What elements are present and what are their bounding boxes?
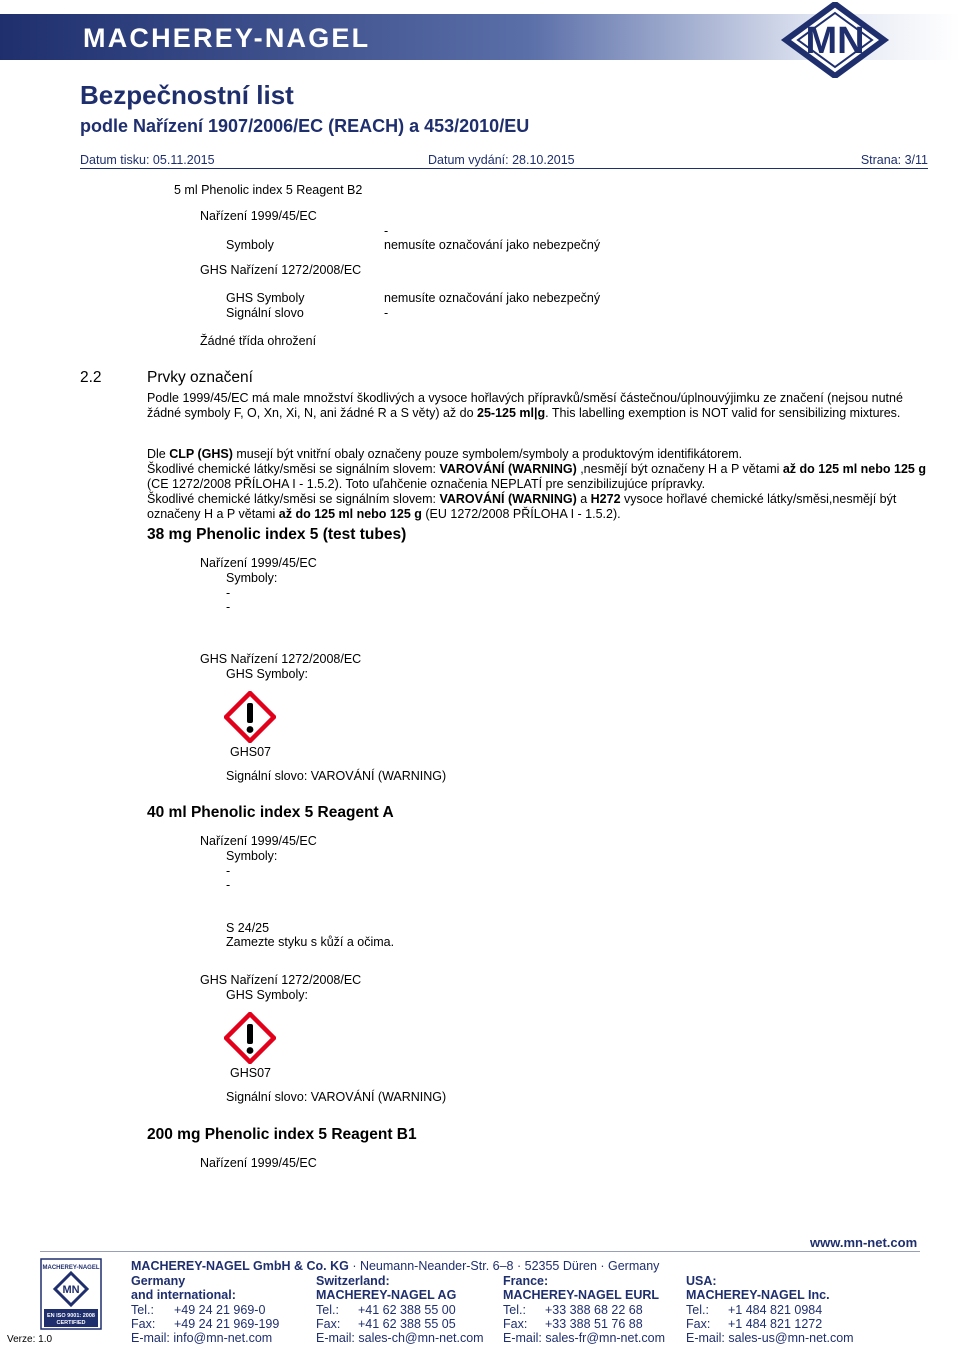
cert-brand-text: MACHEREY-NAGEL xyxy=(42,1265,100,1271)
reagent-a-pictogram-code: GHS07 xyxy=(230,1066,271,1080)
exemption-paragraph xyxy=(147,391,932,421)
tel-number: +49 24 21 969-0 xyxy=(174,1302,266,1317)
email-address: E-mail: sales-ch@mn-net.com xyxy=(316,1331,484,1346)
reagent-a-s-text: Zamezte styku s kůží a očima. xyxy=(226,935,395,949)
company-name: MACHEREY-NAGEL GmbH & Co. KG xyxy=(131,1259,349,1273)
reagent-a-title: 40 ml Phenolic index 5 Reagent A xyxy=(147,804,394,821)
tel-number: +1 484 821 0984 xyxy=(728,1302,823,1317)
text-span: (EU 1272/2008 PŘÍLOHA I - 1.5.2). xyxy=(421,507,621,521)
text-span: až do 125 ml nebo 125 g xyxy=(782,462,926,476)
footer-heading: MACHEREY-NAGEL AG xyxy=(316,1288,457,1303)
email-address: E-mail: sales-fr@mn-net.com xyxy=(503,1331,666,1346)
iso-certificate-badge xyxy=(40,1258,102,1330)
tubes-ghs-symbols-label: GHS Symboly: xyxy=(226,667,308,681)
date-bar xyxy=(80,153,928,167)
footer-heading: and international: xyxy=(131,1288,236,1303)
tel-label: Tel.: xyxy=(686,1302,709,1317)
tel-number: +33 388 68 22 68 xyxy=(545,1302,643,1317)
b2-regulation: Nařízení 1999/45/EC xyxy=(200,209,317,223)
b2-symbols-value: nemusíte označování jako nebezpečný xyxy=(384,238,601,252)
email-address: E-mail: info@mn-net.com xyxy=(131,1331,273,1346)
text-span: CLP (GHS) xyxy=(169,447,233,461)
section-title: Prvky označení xyxy=(147,369,253,386)
text-span: ,nesmějí být označeny H a P větami xyxy=(576,462,783,476)
text-span: Dle xyxy=(147,447,170,461)
fax-label: Fax: xyxy=(131,1316,156,1331)
fax-number: +1 484 821 1272 xyxy=(728,1316,823,1331)
page-title: Bezpečnostní list xyxy=(80,80,294,110)
tubes-signal-word: Signální slovo: VAROVÁNÍ (WARNING) xyxy=(226,769,447,783)
b2-title: 5 ml Phenolic index 5 Reagent B2 xyxy=(174,183,363,197)
fax-number: +49 24 21 969-199 xyxy=(174,1316,280,1331)
b2-symbols-label: Symboly xyxy=(226,238,274,252)
fax-label: Fax: xyxy=(686,1316,711,1331)
clp-paragraph xyxy=(147,447,932,522)
tubes-symbols-label: Symboly: xyxy=(226,571,278,585)
tubes-pictogram-code: GHS07 xyxy=(230,745,271,759)
text-span: VAROVÁNÍ (WARNING) xyxy=(439,462,577,476)
text-span: a xyxy=(576,492,591,506)
text-span: . This labelling exemption is NOT valid for sensibilizing mixtures. xyxy=(545,406,901,420)
tel-number: +41 62 388 55 00 xyxy=(358,1302,456,1317)
b2-dash: - xyxy=(384,224,389,238)
tel-label: Tel.: xyxy=(131,1302,154,1317)
tubes-dash-1: - xyxy=(226,586,231,600)
footer-heading: MACHEREY-NAGEL EURL xyxy=(503,1288,660,1303)
footer-company-line xyxy=(131,1259,659,1273)
footer-switzerland xyxy=(316,1274,496,1345)
footer-germany xyxy=(131,1274,311,1345)
reagent-a-signal-word: Signální slovo: VAROVÁNÍ (WARNING) xyxy=(226,1090,447,1104)
text-span: g xyxy=(537,406,546,420)
reagent-a-regulation: Nařízení 1999/45/EC xyxy=(200,834,317,848)
cert-line-2: CERTIFIED xyxy=(56,1320,86,1326)
tubes-ghs-regulation: GHS Nařízení 1272/2008/EC xyxy=(200,652,362,666)
reagent-a-symbols-label: Symboly: xyxy=(226,849,278,863)
footer-heading: USA: xyxy=(686,1274,717,1288)
footer-heading: France: xyxy=(503,1274,549,1288)
header-divider xyxy=(80,168,928,169)
b2-ghs-symbols-label: GHS Symboly xyxy=(226,291,305,305)
text-span: musejí být vnitřní obaly označeny pouze symbolem/symboly a produktovým identifikátorem. xyxy=(232,447,743,461)
cert-logo-text: MN xyxy=(62,1284,80,1296)
ghs07-exclamation-icon xyxy=(224,691,276,743)
b2-signal-value: - xyxy=(384,306,389,320)
text-span: Škodlivé chemické látky/směsi se signálním slovem: xyxy=(147,492,440,506)
mn-logo xyxy=(780,2,890,78)
text-span: 25-125 ml xyxy=(477,406,534,420)
footer-heading: MACHEREY-NAGEL Inc. xyxy=(686,1288,830,1303)
fax-label: Fax: xyxy=(503,1316,528,1331)
reagent-a-dash-2: - xyxy=(226,878,231,892)
brand-name: MACHEREY-NAGEL xyxy=(83,23,371,53)
company-address: · Neumann-Neander-Str. 6–8 · 52355 Düren · Germany xyxy=(348,1259,660,1273)
text-span: VAROVÁNÍ (WARNING) xyxy=(439,492,577,506)
reagent-a-dash-1: - xyxy=(226,864,231,878)
footer-usa xyxy=(686,1274,876,1345)
issue-date: Datum vydání: 28.10.2015 xyxy=(428,153,575,167)
text-span: až do 125 ml nebo 125 g xyxy=(278,507,422,521)
tel-label: Tel.: xyxy=(503,1302,526,1317)
b2-hazard-class: Žádné třída ohrožení xyxy=(200,334,317,348)
fax-label: Fax: xyxy=(316,1316,341,1331)
text-span: H272 xyxy=(590,492,621,506)
page-subtitle: podle Nařízení 1907/2006/EC (REACH) a 453/2010/EU xyxy=(80,116,530,136)
footer-france xyxy=(503,1274,683,1345)
text-span: | xyxy=(534,406,538,420)
print-date: Datum tisku: 05.11.2015 xyxy=(80,153,215,167)
reagent-a-s-code: S 24/25 xyxy=(226,921,270,935)
fax-number: +33 388 51 76 88 xyxy=(545,1316,643,1331)
tubes-title: 38 mg Phenolic index 5 (test tubes) xyxy=(147,526,407,543)
fax-number: +41 62 388 55 05 xyxy=(358,1316,456,1331)
page-number: Strana: 3/11 xyxy=(860,153,928,167)
b2-ghs-regulation: GHS Nařízení 1272/2008/EC xyxy=(200,263,362,277)
ghs07-exclamation-icon xyxy=(224,1012,276,1064)
website: www.mn-net.com xyxy=(810,1235,918,1250)
reagent-b1-regulation: Nařízení 1999/45/EC xyxy=(200,1156,317,1170)
footer-heading: Germany xyxy=(131,1274,186,1288)
text-span: vysoce hořlavé chemické látky/směsi,nesmějí být označeny H a P větami xyxy=(147,492,897,521)
cert-line-1: EN ISO 9001: 2008 xyxy=(46,1313,96,1319)
email-address: E-mail: sales-us@mn-net.com xyxy=(686,1331,854,1346)
mn-logo-text: MN xyxy=(805,20,865,62)
b2-ghs-symbols-value: nemusíte označování jako nebezpečný xyxy=(384,291,601,305)
text-span: (CE 1272/2008 PŘÍLOHA I - 1.5.2). Toto uľahčenie označenia NEPLATÍ pre senzibilizujúce prípravky. xyxy=(147,477,706,491)
tubes-regulation: Nařízení 1999/45/EC xyxy=(200,556,317,570)
reagent-a-ghs-regulation: GHS Nařízení 1272/2008/EC xyxy=(200,973,362,987)
version-label: Verze: 1.0 xyxy=(7,1334,53,1345)
tel-label: Tel.: xyxy=(316,1302,339,1317)
section-number: 2.2 xyxy=(80,369,102,386)
reagent-b1-title: 200 mg Phenolic index 5 Reagent B1 xyxy=(147,1126,417,1143)
footer-divider xyxy=(40,1251,920,1252)
text-span: Podle 1999/45/EC má male množství škodlivých a vysoce hořlavých přípravků/směsí částečnou/úplnouvýjimku ze značení (nejsou nutné žádné symboly F, O, Xn, Xi, N, ani žádné R a S věty) až do xyxy=(147,391,903,420)
text-span: Škodlivé chemické látky/směsi se signálním slovem: xyxy=(147,462,440,476)
tubes-dash-2: - xyxy=(226,600,231,614)
footer-heading: Switzerland: xyxy=(316,1274,390,1288)
reagent-a-ghs-symbols-label: GHS Symboly: xyxy=(226,988,308,1002)
b2-signal-label: Signální slovo xyxy=(226,306,304,320)
